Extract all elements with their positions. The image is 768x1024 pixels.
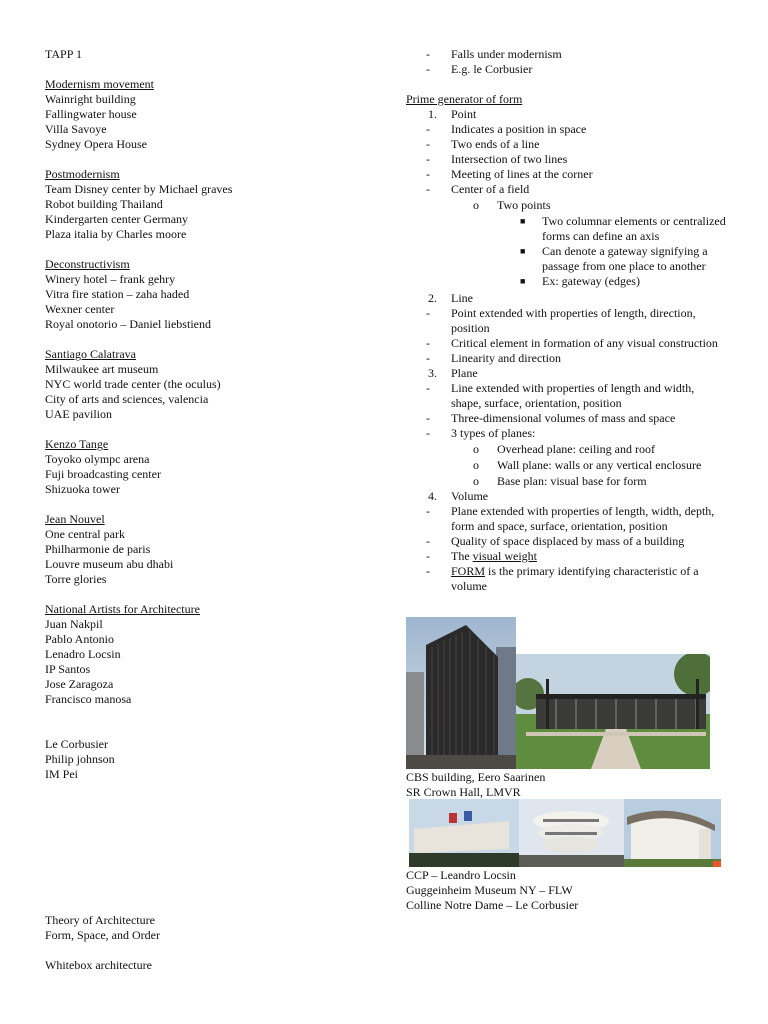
dash-item: - Linearity and direction xyxy=(426,351,561,365)
dash-item: - Meeting of lines at the corner xyxy=(426,167,593,181)
bullet-square-icon: ■ xyxy=(520,216,526,226)
list-item: Juan Nakpil xyxy=(45,617,103,631)
dash-item: - Center of a field xyxy=(426,182,530,196)
list-item: NYC world trade center (the oculus) xyxy=(45,377,221,391)
dash-item: - Falls under modernism xyxy=(426,47,562,61)
circle-item: o Two points xyxy=(473,198,551,212)
dash-item: - The visual weight xyxy=(426,549,537,563)
circle-item: o Base plan: visual base for form xyxy=(473,474,647,488)
section-modernism xyxy=(45,77,375,152)
list-item: IP Santos xyxy=(45,662,91,676)
dash-item: - Indicates a position in space xyxy=(426,122,587,136)
list-item: Plaza italia by Charles moore xyxy=(45,227,187,241)
list-item: One central park xyxy=(45,527,125,541)
dash-item: - 3 types of planes: xyxy=(426,426,536,440)
bullet-square-icon: ■ xyxy=(520,276,526,286)
dash-item: - E.g. le Corbusier xyxy=(426,62,533,76)
list-item: Robot building Thailand xyxy=(45,197,163,211)
cbs-building-photo xyxy=(406,617,516,769)
list-item: Sydney Opera House xyxy=(45,137,147,151)
list-item: Le Corbusier xyxy=(45,737,108,751)
list-item: Shizuoka tower xyxy=(45,482,120,496)
list-item: Lenadro Locsin xyxy=(45,647,121,661)
list-item: Francisco manosa xyxy=(45,692,132,706)
square-item: ■ Ex: gateway (edges) xyxy=(520,274,640,288)
circle-item: o Overhead plane: ceiling and roof xyxy=(473,442,655,456)
list-item: Team Disney center by Michael graves xyxy=(45,182,233,196)
building-photos-bottom xyxy=(409,799,721,867)
square-item: ■ Can denote a gateway signifying a passage from one place to another xyxy=(520,244,708,273)
list-item: Fuji broadcasting center xyxy=(45,467,161,481)
crown-hall-photo xyxy=(516,654,710,769)
list-item: Villa Savoye xyxy=(45,122,107,136)
list-item: Royal onotorio – Daniel liebstiend xyxy=(45,317,211,331)
right-column xyxy=(406,47,726,594)
list-item: Kindergarten center Germany xyxy=(45,212,189,226)
list-item: Torre glories xyxy=(45,572,107,586)
square-item: ■ Two columnar elements or centralized forms can define an axis xyxy=(520,214,726,243)
list-item: Winery hotel – frank gehry xyxy=(45,272,176,286)
dash-item: - Point extended with properties of length, direction, position xyxy=(426,306,696,335)
bottom-notes xyxy=(45,913,160,973)
numbered-item: 2. Line xyxy=(428,291,473,305)
photo-caption: CCP – Leandro Locsin xyxy=(406,868,516,882)
section-heading: Deconstructivism xyxy=(45,257,130,271)
list-item: UAE pavilion xyxy=(45,407,112,421)
section-deconstructivism xyxy=(45,257,375,332)
numbered-item: 4. Volume xyxy=(428,489,489,503)
section-heading: Modernism movement xyxy=(45,77,154,91)
list-item: Pablo Antonio xyxy=(45,632,115,646)
dash-item: - Plane extended with properties of length, width, depth, form and space, surface, orientation, position xyxy=(426,504,715,533)
list-item: Fallingwater house xyxy=(45,107,137,121)
section-heading: Jean Nouvel xyxy=(45,512,105,526)
document-title: TAPP 1 xyxy=(45,47,82,61)
section-national-artists xyxy=(45,602,375,707)
list-item: Wexner center xyxy=(45,302,115,316)
caption-group-1 xyxy=(406,770,545,800)
list-item: Toyoko olympc arena xyxy=(45,452,150,466)
circle-item: o Wall plane: walls or any vertical enclosure xyxy=(473,458,702,472)
dash-item: - Line extended with properties of length and width, shape, surface, orientation, position xyxy=(426,381,695,410)
list-item: Philip johnson xyxy=(45,752,115,766)
photo-caption: Colline Notre Dame – Le Corbusier xyxy=(406,898,579,912)
section-tange xyxy=(45,437,375,497)
dash-item: - Critical element in formation of any visual construction xyxy=(426,336,718,350)
list-item: Whitebox architecture xyxy=(45,958,152,972)
section-heading: Santiago Calatrava xyxy=(45,347,136,361)
photo-caption: Guggeinheim Museum NY – FLW xyxy=(406,883,573,897)
bullet-square-icon: ■ xyxy=(520,246,526,256)
photo-caption: CBS building, Eero Saarinen xyxy=(406,770,546,784)
dash-item: - Intersection of two lines xyxy=(426,152,568,166)
dash-item: - Three-dimensional volumes of mass and space xyxy=(426,411,676,425)
architects-list xyxy=(45,737,375,782)
photo-caption: SR Crown Hall, LMVR xyxy=(406,785,521,799)
section-calatrava xyxy=(45,347,375,422)
list-item: Philharmonie de paris xyxy=(45,542,151,556)
dash-item: - Quality of space displaced by mass of a building xyxy=(426,534,685,548)
section-heading: Postmodernism xyxy=(45,167,120,181)
dash-item: - Two ends of a line xyxy=(426,137,540,151)
list-item: Form, Space, and Order xyxy=(45,928,160,942)
dash-item: - FORM is the primary identifying characteristic of a volume xyxy=(426,564,699,593)
list-item: Milwaukee art museum xyxy=(45,362,159,376)
list-item: Wainright building xyxy=(45,92,136,106)
section-nouvel xyxy=(45,512,375,587)
list-item: Louvre museum abu dhabi xyxy=(45,557,174,571)
section-heading: National Artists for Architecture xyxy=(45,602,200,616)
section-postmodernism xyxy=(45,167,375,242)
caption-group-2 xyxy=(406,868,578,913)
building-photos-top xyxy=(406,617,710,769)
list-item: IM Pei xyxy=(45,767,78,781)
list-item: Jose Zaragoza xyxy=(45,677,114,691)
numbered-item: 3. Plane xyxy=(428,366,478,380)
numbered-item: 1. Point xyxy=(428,107,477,121)
list-item: Theory of Architecture xyxy=(45,913,155,927)
left-column xyxy=(45,47,375,782)
section-heading: Kenzo Tange xyxy=(45,437,109,451)
list-item: Vitra fire station – zaha haded xyxy=(45,287,190,301)
section-heading: Prime generator of form xyxy=(406,92,523,106)
list-item: City of arts and sciences, valencia xyxy=(45,392,209,406)
